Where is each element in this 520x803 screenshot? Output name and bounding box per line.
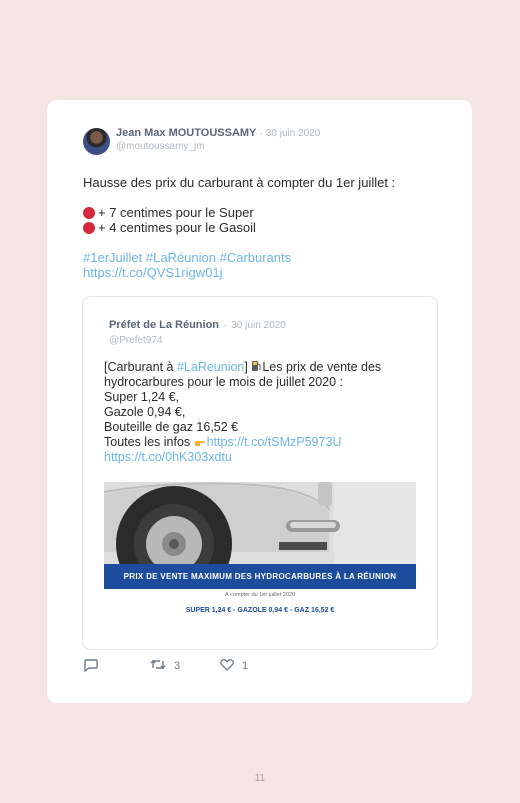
tweet-bullet: [83, 205, 433, 220]
quoted-handle[interactable]: @Prefet974: [109, 335, 163, 346]
separator: ·: [259, 128, 263, 139]
bullet-text: + 4 centimes pour le Gasoil: [98, 220, 256, 235]
retweet-button[interactable]: [150, 658, 180, 674]
quoted-link[interactable]: https://t.co/0hK303xdtu: [104, 450, 232, 464]
heart-icon: [220, 658, 234, 674]
bullet-text: + 7 centimes pour le Super: [98, 205, 254, 220]
hashtags[interactable]: #1erJuillet #LaRéunion #Carburants: [83, 250, 292, 265]
author-handle[interactable]: @moutoussamy_jm: [116, 141, 205, 152]
red-circle-icon: [83, 222, 95, 234]
pointing-hand-icon: [194, 435, 207, 449]
tweet-header: [83, 127, 443, 159]
like-count: 1: [242, 660, 249, 672]
reply-icon: [83, 658, 98, 675]
quoted-line: hydrocarbures pour le mois de juillet 2020 :: [104, 375, 344, 389]
retweet-count: 3: [174, 660, 181, 672]
red-circle-icon: [83, 207, 95, 219]
quoted-line: Gazole 0,94 €,: [104, 405, 186, 419]
author-line: [116, 127, 320, 139]
reply-button[interactable]: [83, 658, 98, 675]
tweet-date[interactable]: 30 juin 2020: [265, 128, 321, 139]
image-subtitle: À compter du 1er juillet 2020: [224, 592, 295, 598]
tweet-actions: [83, 658, 433, 674]
tweet-link[interactable]: https://t.co/QVS1rigw01j: [83, 265, 223, 280]
tweet-body: [83, 175, 433, 280]
page-number: 11: [254, 773, 266, 784]
quoted-text: [Carburant à: [104, 360, 177, 374]
quoted-date[interactable]: 30 juin 2020: [231, 320, 286, 331]
quoted-header: [109, 315, 286, 346]
quoted-text: Les prix de vente des: [262, 360, 382, 374]
quoted-text: Toutes les infos: [104, 435, 194, 449]
quoted-line: Super 1,24 €,: [104, 390, 180, 404]
tweet-bullet: [83, 220, 433, 235]
tweet-card: [47, 100, 472, 703]
tweet-text-line: Hausse des prix du carburant à compter du 1er juillet :: [83, 175, 396, 190]
quoted-hashtag[interactable]: #LaReunion: [176, 360, 245, 374]
quoted-line: Bouteille de gaz 16,52 €: [104, 420, 239, 434]
author-name[interactable]: Jean Max MOUTOUSSAMY: [116, 127, 257, 139]
retweet-icon: [150, 658, 166, 674]
image-banner: PRIX DE VENTE MAXIMUM DES HYDROCARBURES À LA RÉUNION: [104, 564, 416, 589]
separator: ·: [223, 320, 227, 331]
quoted-line: [104, 435, 424, 450]
quoted-link[interactable]: https://t.co/tSMzP5973U: [206, 435, 342, 449]
car-photo: [104, 482, 416, 564]
like-button[interactable]: [220, 658, 248, 674]
quoted-image[interactable]: [104, 482, 416, 625]
avatar[interactable]: [83, 128, 110, 155]
quoted-text: ]: [244, 360, 252, 374]
image-prices: SUPER 1,24 € - GAZOLE 0,94 € - GAZ 16,52 €: [185, 607, 335, 614]
quoted-tweet[interactable]: [82, 296, 438, 650]
quoted-author-name[interactable]: Préfet de La Réunion: [109, 319, 220, 331]
quoted-line: [104, 360, 424, 375]
fuel-pump-icon: [251, 360, 262, 374]
quoted-body: [104, 360, 424, 465]
